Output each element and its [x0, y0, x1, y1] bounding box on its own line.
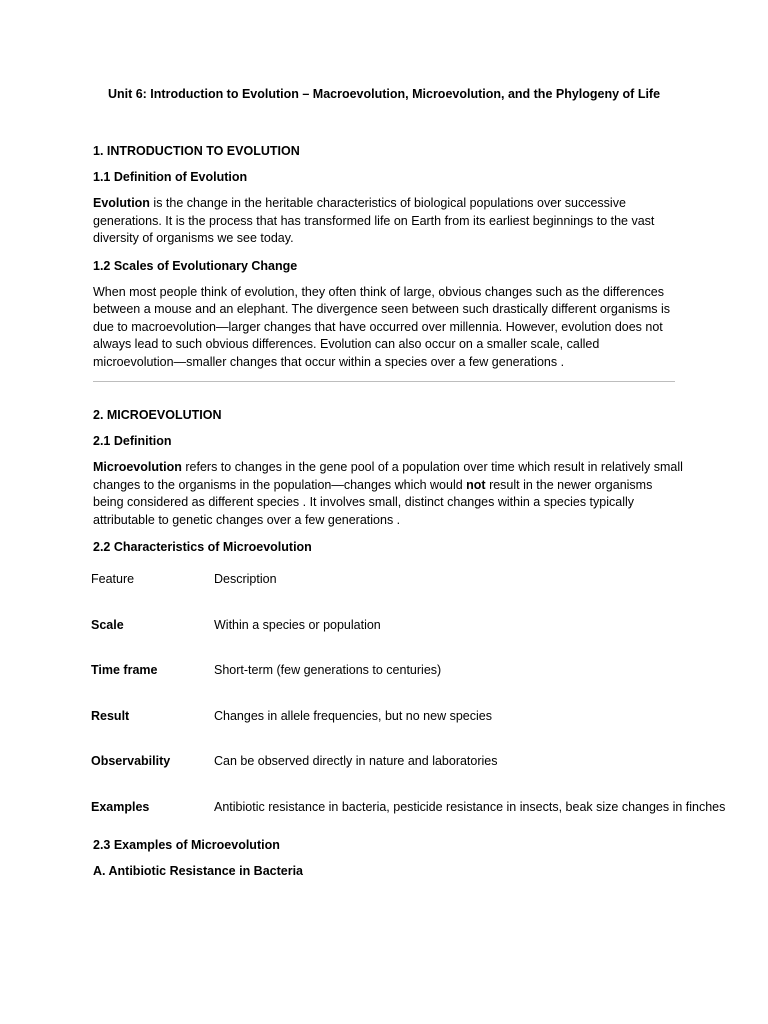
document-body — [91, 143, 726, 889]
table-header-description: Description — [214, 572, 277, 586]
table-cell-description: Within a species or population — [214, 617, 381, 632]
microevolution-definition-a: refers to changes in the gene pool of a population over time which result in relatively small changes to the organisms in the population—changes which would — [93, 460, 683, 492]
table-cell-feature: Time frame — [91, 663, 158, 678]
table-cell-feature: Scale — [91, 617, 124, 632]
evolution-definition: is the change in the heritable characteristics of biological populations over successive generations. It is the process that has transformed life on Earth from its earliest beginnings to the vast diversity of organisms we see today. — [93, 196, 655, 245]
table-cell-description: Short-term (few generations to centuries) — [214, 663, 442, 678]
section-2-heading: 2. MICROEVOLUTION — [93, 408, 222, 422]
section-2-1-paragraph — [93, 459, 683, 529]
section-2-1-heading: 2.1 Definition — [93, 434, 172, 448]
table-row — [91, 663, 751, 709]
section-2-3-a-heading: A. Antibiotic Resistance in Bacteria — [93, 863, 304, 878]
section-1-2-heading: 1.2 Scales of Evolutionary Change — [93, 258, 298, 273]
table-cell-description: Changes in allele frequencies, but no new species — [214, 708, 492, 723]
table-row — [91, 800, 751, 837]
table-row — [91, 618, 751, 664]
not-emphasis: not — [466, 477, 486, 492]
table-row — [91, 709, 751, 755]
section-1-2-paragraph: When most people think of evolution, they often think of large, obvious changes such as the differences between a mouse and an elephant. The divergence seen between such drastically different organisms is due to macroevolution—larger changes that have occurred over millennia. However, evolution does not always lead to such obvious differences. Evolution can also occur on a smaller scale, called microevolution—smaller changes that occur within a species over a few generations . — [93, 284, 670, 369]
table-cell-feature: Observability — [91, 754, 171, 769]
table-header-row — [91, 572, 751, 618]
section-2-3-heading: 2.3 Examples of Microevolution — [93, 837, 280, 852]
section-1-1-heading: 1.1 Definition of Evolution — [93, 170, 248, 184]
table-cell-feature: Result — [91, 708, 130, 723]
horizontal-divider — [93, 381, 675, 382]
table-cell-description: Antibiotic resistance in bacteria, pesticide resistance in insects, beak size changes in finches — [214, 799, 726, 814]
section-1-1-paragraph — [93, 195, 683, 248]
document-title: Unit 6: Introduction to Evolution – Macroevolution, Microevolution, and the Phylogeny of Life — [107, 87, 661, 101]
table-row — [91, 754, 751, 800]
evolution-term: Evolution — [93, 196, 150, 210]
characteristics-table — [91, 572, 751, 837]
table-cell-description: Can be observed directly in nature and laboratories — [214, 754, 498, 769]
table-header-feature: Feature — [91, 572, 135, 586]
section-1-heading: 1. INTRODUCTION TO EVOLUTION — [93, 144, 300, 158]
section-2-2-heading: 2.2 Characteristics of Microevolution — [93, 540, 312, 554]
microevolution-term: Microevolution — [93, 460, 182, 474]
microevolution-definition-b: result in the newer organisms being considered as different species . It involves small, distinct changes within a species typically attributable to genetic changes over a few generations . — [93, 477, 653, 527]
table-cell-feature: Examples — [91, 799, 150, 814]
